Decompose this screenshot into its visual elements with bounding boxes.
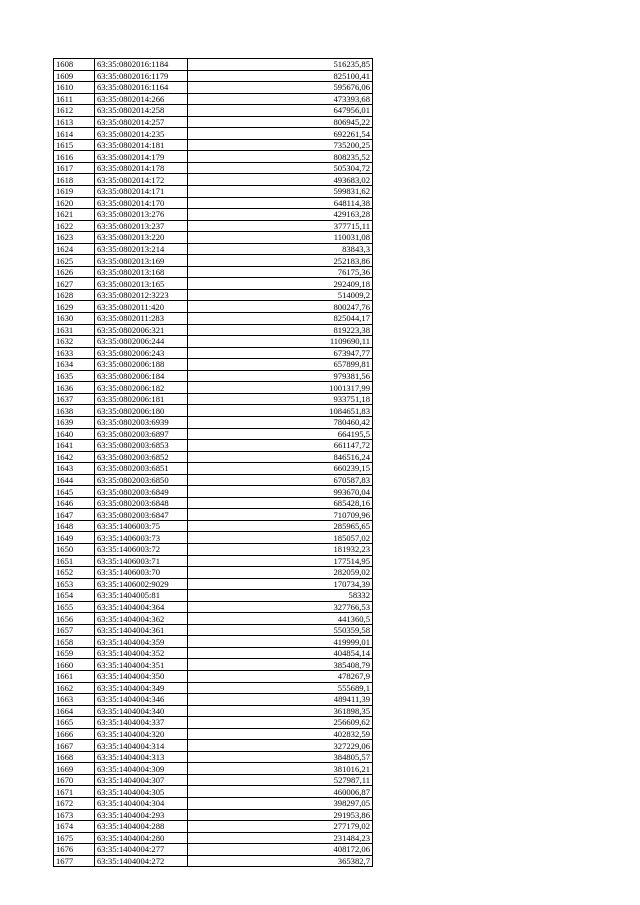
cadastral-number-cell: 63:35:0802003:6851 [95,463,188,475]
row-number-cell: 1661 [54,670,95,682]
cadastral-number-cell: 63:35:0802006:243 [95,347,188,359]
value-cell: 473393,68 [188,93,373,105]
cadastral-number-cell: 63:35:0802014:179 [95,151,188,163]
table-row [54,774,373,786]
cadastral-value-table [53,58,373,867]
table-row [54,821,373,833]
value-cell: 664195,5 [188,428,373,440]
table-row [54,451,373,463]
value-cell: 514009,2 [188,289,373,301]
value-cell: 692261,54 [188,128,373,140]
value-cell: 819223,38 [188,324,373,336]
row-number-cell: 1641 [54,440,95,452]
row-number-cell: 1669 [54,763,95,775]
row-number-cell: 1624 [54,243,95,255]
value-cell: 361898,35 [188,705,373,717]
table-row [54,578,373,590]
cadastral-number-cell: 63:35:0802003:6897 [95,428,188,440]
value-cell: 933751,18 [188,393,373,405]
value-cell: 527987,11 [188,774,373,786]
value-cell: 555689,1 [188,682,373,694]
row-number-cell: 1656 [54,613,95,625]
value-cell: 377715,11 [188,220,373,232]
cadastral-number-cell: 63:35:1406003:75 [95,520,188,532]
row-number-cell: 1652 [54,567,95,579]
row-number-cell: 1637 [54,393,95,405]
table-row [54,567,373,579]
value-cell: 384805,57 [188,751,373,763]
row-number-cell: 1611 [54,93,95,105]
row-number-cell: 1626 [54,266,95,278]
cadastral-number-cell: 63:35:0802006:188 [95,359,188,371]
value-cell: 408172,06 [188,844,373,856]
row-number-cell: 1645 [54,486,95,498]
table-row [54,186,373,198]
row-number-cell: 1671 [54,786,95,798]
cadastral-number-cell: 63:35:0802013:165 [95,278,188,290]
value-cell: 460006,87 [188,786,373,798]
row-number-cell: 1615 [54,139,95,151]
table-row [54,82,373,94]
row-number-cell: 1653 [54,578,95,590]
table-row [54,278,373,290]
table-row [54,313,373,325]
table-row [54,232,373,244]
row-number-cell: 1614 [54,128,95,140]
cadastral-number-cell: 63:35:1404004:350 [95,670,188,682]
cadastral-number-cell: 63:35:1404004:337 [95,717,188,729]
row-number-cell: 1676 [54,844,95,856]
cadastral-number-cell: 63:35:0802013:220 [95,232,188,244]
row-number-cell: 1622 [54,220,95,232]
value-cell: 1109690,11 [188,336,373,348]
row-number-cell: 1633 [54,347,95,359]
value-cell: 673947,77 [188,347,373,359]
cadastral-number-cell: 63:35:1404004:280 [95,832,188,844]
cadastral-number-cell: 63:35:1406003:71 [95,555,188,567]
row-number-cell: 1675 [54,832,95,844]
value-cell: 429163,28 [188,209,373,221]
value-cell: 277179,02 [188,821,373,833]
cadastral-number-cell: 63:35:1404004:272 [95,855,188,867]
table-row [54,255,373,267]
row-number-cell: 1643 [54,463,95,475]
row-number-cell: 1655 [54,601,95,613]
row-number-cell: 1663 [54,694,95,706]
value-cell: 1084651,83 [188,405,373,417]
cadastral-number-cell: 63:35:1404004:364 [95,601,188,613]
cadastral-number-cell: 63:35:0802013:237 [95,220,188,232]
row-number-cell: 1646 [54,497,95,509]
row-number-cell: 1639 [54,416,95,428]
table-row [54,174,373,186]
table-row [54,694,373,706]
value-cell: 489411,39 [188,694,373,706]
table-row [54,151,373,163]
table-row [54,105,373,117]
cadastral-number-cell: 63:35:0802006:180 [95,405,188,417]
table-row [54,497,373,509]
cadastral-number-cell: 63:35:0802014:172 [95,174,188,186]
row-number-cell: 1617 [54,162,95,174]
table-row [54,844,373,856]
table-row [54,139,373,151]
value-cell: 670587,83 [188,474,373,486]
table-row [54,601,373,613]
value-cell: 404854,14 [188,647,373,659]
value-cell: 419999,01 [188,636,373,648]
value-cell: 181932,23 [188,543,373,555]
cadastral-number-cell: 63:35:0802011:283 [95,313,188,325]
cadastral-number-cell: 63:35:1404004:340 [95,705,188,717]
cadastral-number-cell: 63:35:0802013:168 [95,266,188,278]
value-cell: 1001317,99 [188,382,373,394]
cadastral-number-cell: 63:35:1404004:359 [95,636,188,648]
table-body [54,59,373,867]
cadastral-number-cell: 63:35:0802013:214 [95,243,188,255]
row-number-cell: 1660 [54,659,95,671]
row-number-cell: 1647 [54,509,95,521]
value-cell: 327229,06 [188,740,373,752]
value-cell: 550359,58 [188,624,373,636]
value-cell: 808235,52 [188,151,373,163]
cadastral-number-cell: 63:35:0802006:321 [95,324,188,336]
table-row [54,486,373,498]
cadastral-number-cell: 63:35:1404004:313 [95,751,188,763]
table-row [54,809,373,821]
cadastral-number-cell: 63:35:0802016:1164 [95,82,188,94]
row-number-cell: 1642 [54,451,95,463]
row-number-cell: 1621 [54,209,95,221]
value-cell: 385408,79 [188,659,373,671]
row-number-cell: 1636 [54,382,95,394]
row-number-cell: 1629 [54,301,95,313]
cadastral-number-cell: 63:35:0802003:6850 [95,474,188,486]
table-row [54,440,373,452]
value-cell: 282059,02 [188,567,373,579]
row-number-cell: 1625 [54,255,95,267]
row-number-cell: 1673 [54,809,95,821]
table-row [54,116,373,128]
cadastral-number-cell: 63:35:0802014:178 [95,162,188,174]
table-row [54,670,373,682]
cadastral-number-cell: 63:35:0802014:181 [95,139,188,151]
value-cell: 735200,25 [188,139,373,151]
row-number-cell: 1667 [54,740,95,752]
table-row [54,266,373,278]
cadastral-number-cell: 63:35:0802003:6847 [95,509,188,521]
cadastral-number-cell: 63:35:0802011:420 [95,301,188,313]
row-number-cell: 1677 [54,855,95,867]
table-row [54,359,373,371]
row-number-cell: 1613 [54,116,95,128]
table-row [54,243,373,255]
value-cell: 825100,41 [188,70,373,82]
value-cell: 647956,01 [188,105,373,117]
table-row [54,405,373,417]
row-number-cell: 1620 [54,197,95,209]
table-row [54,301,373,313]
value-cell: 660239,15 [188,463,373,475]
table-row [54,416,373,428]
table-row [54,855,373,867]
cadastral-number-cell: 63:35:0802014:257 [95,116,188,128]
value-cell: 327766,53 [188,601,373,613]
row-number-cell: 1616 [54,151,95,163]
cadastral-number-cell: 63:35:1404004:352 [95,647,188,659]
row-number-cell: 1608 [54,59,95,71]
row-number-cell: 1632 [54,336,95,348]
value-cell: 595676,06 [188,82,373,94]
cadastral-number-cell: 63:35:1406003:70 [95,567,188,579]
row-number-cell: 1634 [54,359,95,371]
cadastral-number-cell: 63:35:1404004:309 [95,763,188,775]
cadastral-number-cell: 63:35:1404004:320 [95,728,188,740]
cadastral-number-cell: 63:35:0802006:184 [95,370,188,382]
table-row [54,70,373,82]
cadastral-number-cell: 63:35:0802014:170 [95,197,188,209]
table-row [54,509,373,521]
table-row [54,197,373,209]
table-row [54,162,373,174]
row-number-cell: 1654 [54,590,95,602]
value-cell: 177514,95 [188,555,373,567]
table-row [54,543,373,555]
cadastral-number-cell: 63:35:0802003:6849 [95,486,188,498]
row-number-cell: 1674 [54,821,95,833]
value-cell: 83843,3 [188,243,373,255]
row-number-cell: 1648 [54,520,95,532]
value-cell: 231484,23 [188,832,373,844]
table-row [54,220,373,232]
table-row [54,763,373,775]
table-row [54,93,373,105]
table-row [54,336,373,348]
table-row [54,555,373,567]
cadastral-number-cell: 63:35:0802003:6853 [95,440,188,452]
table-row [54,705,373,717]
cadastral-number-cell: 63:35:1404004:293 [95,809,188,821]
value-cell: 846516,24 [188,451,373,463]
value-cell: 993670,04 [188,486,373,498]
cadastral-number-cell: 63:35:0802006:182 [95,382,188,394]
cadastral-number-cell: 63:35:0802006:181 [95,393,188,405]
value-cell: 806945,22 [188,116,373,128]
table-row [54,520,373,532]
cadastral-number-cell: 63:35:0802014:266 [95,93,188,105]
cadastral-number-cell: 63:35:1404004:277 [95,844,188,856]
table-row [54,659,373,671]
row-number-cell: 1650 [54,543,95,555]
row-number-cell: 1659 [54,647,95,659]
row-number-cell: 1664 [54,705,95,717]
value-cell: 710709,96 [188,509,373,521]
table-row [54,798,373,810]
table-row [54,532,373,544]
cadastral-number-cell: 63:35:1406003:73 [95,532,188,544]
cadastral-number-cell: 63:35:0802013:169 [95,255,188,267]
value-cell: 402832,59 [188,728,373,740]
cadastral-number-cell: 63:35:0802003:6852 [95,451,188,463]
cadastral-number-cell: 63:35:1404004:304 [95,798,188,810]
value-cell: 505304,72 [188,162,373,174]
value-cell: 979381,56 [188,370,373,382]
row-number-cell: 1623 [54,232,95,244]
value-cell: 516235,85 [188,59,373,71]
cadastral-number-cell: 63:35:1404005:81 [95,590,188,602]
row-number-cell: 1651 [54,555,95,567]
value-cell: 825044,17 [188,313,373,325]
cadastral-number-cell: 63:35:1404004:288 [95,821,188,833]
row-number-cell: 1649 [54,532,95,544]
row-number-cell: 1670 [54,774,95,786]
value-cell: 110031,08 [188,232,373,244]
value-cell: 599831,62 [188,186,373,198]
row-number-cell: 1672 [54,798,95,810]
table-row [54,590,373,602]
cadastral-number-cell: 63:35:1404004:351 [95,659,188,671]
row-number-cell: 1610 [54,82,95,94]
cadastral-number-cell: 63:35:1404004:307 [95,774,188,786]
table-row [54,393,373,405]
cadastral-number-cell: 63:35:0802003:6848 [95,497,188,509]
value-cell: 365382,7 [188,855,373,867]
value-cell: 685428,16 [188,497,373,509]
value-cell: 76175,36 [188,266,373,278]
table-row [54,624,373,636]
table-row [54,717,373,729]
cadastral-number-cell: 63:35:1404004:349 [95,682,188,694]
row-number-cell: 1666 [54,728,95,740]
table-row [54,636,373,648]
value-cell: 256609,62 [188,717,373,729]
cadastral-number-cell: 63:35:0802013:276 [95,209,188,221]
table-row [54,647,373,659]
value-cell: 58332 [188,590,373,602]
table-row [54,289,373,301]
row-number-cell: 1658 [54,636,95,648]
value-cell: 657899,81 [188,359,373,371]
row-number-cell: 1630 [54,313,95,325]
table-row [54,370,373,382]
cadastral-number-cell: 63:35:0802014:171 [95,186,188,198]
row-number-cell: 1612 [54,105,95,117]
value-cell: 800247,76 [188,301,373,313]
table-row [54,740,373,752]
table-row [54,209,373,221]
table-row [54,786,373,798]
table-row [54,728,373,740]
table-row [54,751,373,763]
row-number-cell: 1628 [54,289,95,301]
row-number-cell: 1627 [54,278,95,290]
value-cell: 252183,86 [188,255,373,267]
cadastral-number-cell: 63:35:1406003:72 [95,543,188,555]
row-number-cell: 1662 [54,682,95,694]
value-cell: 478267,9 [188,670,373,682]
cadastral-number-cell: 63:35:1404004:305 [95,786,188,798]
row-number-cell: 1638 [54,405,95,417]
table-row [54,347,373,359]
table-row [54,474,373,486]
table-row [54,832,373,844]
cadastral-number-cell: 63:35:0802012:3223 [95,289,188,301]
row-number-cell: 1619 [54,186,95,198]
table-row [54,59,373,71]
row-number-cell: 1609 [54,70,95,82]
value-cell: 285965,65 [188,520,373,532]
cadastral-number-cell: 63:35:1406002:9029 [95,578,188,590]
cadastral-number-cell: 63:35:0802014:258 [95,105,188,117]
table-row [54,128,373,140]
table-row [54,463,373,475]
row-number-cell: 1618 [54,174,95,186]
row-number-cell: 1631 [54,324,95,336]
table-row [54,682,373,694]
value-cell: 381016,21 [188,763,373,775]
table-row [54,382,373,394]
row-number-cell: 1640 [54,428,95,440]
row-number-cell: 1665 [54,717,95,729]
value-cell: 648114,38 [188,197,373,209]
cadastral-number-cell: 63:35:0802016:1179 [95,70,188,82]
table-row [54,428,373,440]
row-number-cell: 1657 [54,624,95,636]
value-cell: 170734,39 [188,578,373,590]
cadastral-number-cell: 63:35:0802014:235 [95,128,188,140]
value-cell: 292409,18 [188,278,373,290]
cadastral-number-cell: 63:35:0802016:1184 [95,59,188,71]
cadastral-number-cell: 63:35:1404004:361 [95,624,188,636]
row-number-cell: 1635 [54,370,95,382]
cadastral-number-cell: 63:35:1404004:362 [95,613,188,625]
table-row [54,613,373,625]
value-cell: 661147,72 [188,440,373,452]
cadastral-number-cell: 63:35:0802006:244 [95,336,188,348]
table-row [54,324,373,336]
row-number-cell: 1668 [54,751,95,763]
cadastral-number-cell: 63:35:1404004:314 [95,740,188,752]
value-cell: 185057,02 [188,532,373,544]
value-cell: 291953,86 [188,809,373,821]
value-cell: 441360,5 [188,613,373,625]
value-cell: 493683,02 [188,174,373,186]
cadastral-number-cell: 63:35:0802003:6939 [95,416,188,428]
row-number-cell: 1644 [54,474,95,486]
cadastral-number-cell: 63:35:1404004:346 [95,694,188,706]
value-cell: 780460,42 [188,416,373,428]
value-cell: 398297,05 [188,798,373,810]
